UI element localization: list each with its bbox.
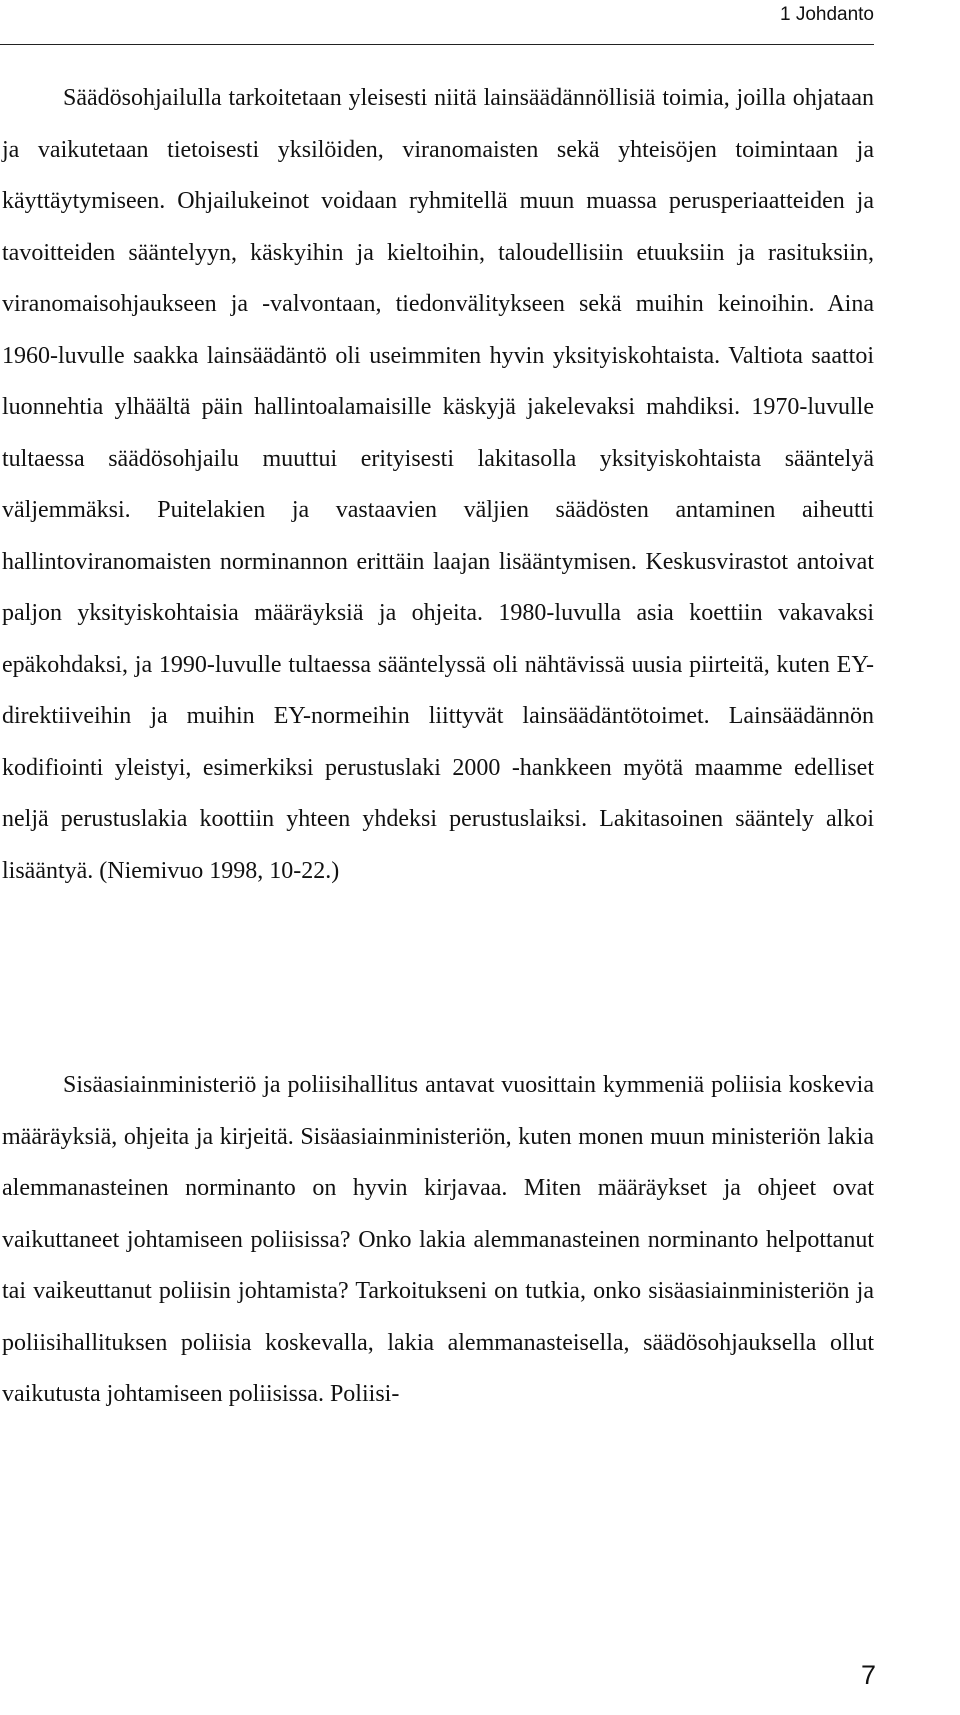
body-paragraph: Sisäasiainministeriö ja poliisihallitus antavat vuosittain kymmeniä poliisia koskevia määräyksiä, ohjeita ja kirjeitä. Sisäasiainministeriön, kuten monen muun ministeriön lakia alemmanasteinen norminanto on hyvin kirjavaa. Miten määräykset ja ohjeet ovat vaikuttaneet johtamiseen poliisissa? Onko lakia alemmanasteinen norminanto helpottanut tai vaikeuttanut poliisin johtamista? Tarkoitukseni on tutkia, onko sisäasiainministeriön ja poliisihallituksen poliisia koskevalla, lakia alemmanasteisella, säädösohjauksella ollut vaikutusta johtamiseen poliisissa. Poliisi- xyxy=(2,1072,874,1407)
running-header: 1 Johdanto xyxy=(779,4,874,25)
header-rule xyxy=(0,44,874,45)
page-number: 7 xyxy=(860,1660,876,1690)
body-paragraph: Säädösohjailulla tarkoitetaan yleisesti niitä lainsäädännöllisiä toimia, joilla ohjataan ja vaikutetaan tietoisesti yksilöiden, viranomaisten sekä yhteisöjen toimintaan ja käyttäytymiseen. Ohjailukeinot voidaan ryhmitellä muun muassa perusperiaatteiden ja tavoitteiden sääntelyyn, käskyihin ja kieltoihin, taloudellisiin etuuksiin ja rasituksiin, viranomaisohjaukseen ja -valvontaan, tiedonvälitykseen sekä muihin keinoihin. Aina 1960-luvulle saakka lainsäädäntö oli useimmiten hyvin yksityiskohtaista. Valtiota saattoi luonnehtia ylhäältä päin hallintoalamaisille käskyjä jakelevaksi mahdiksi. 1970-luvulle tultaessa säädösohjailu muuttui erityisesti lakitasolla yksityiskohtaista sääntelyä väljemmäksi. Puitelakien ja vastaavien väljien säädösten antaminen aiheutti hallintoviranomaisten norminannon erittäin laajan lisääntymisen. Keskusvirastot antoivat paljon yksityiskohtaisia määräyksiä ja ohjeita. 1980-luvulla asia koettiin vakavaksi epäkohdaksi, ja 1990-luvulle tultaessa sääntelyssä oli nähtävissä uusia piirteitä, kuten EY-direktiiveihin ja muihin EY-normeihin liittyvät lainsäädäntötoimet. Lainsäädännön kodifiointi yleistyi, esimerkiksi perustuslaki 2000 -hankkeen myötä maamme edelliset neljä perustuslakia koottiin yhteen yhdeksi perustuslaiksi. Lakitasoinen sääntely alkoi lisääntyä. (Niemivuo 1998, 10-22.) xyxy=(2,85,874,884)
